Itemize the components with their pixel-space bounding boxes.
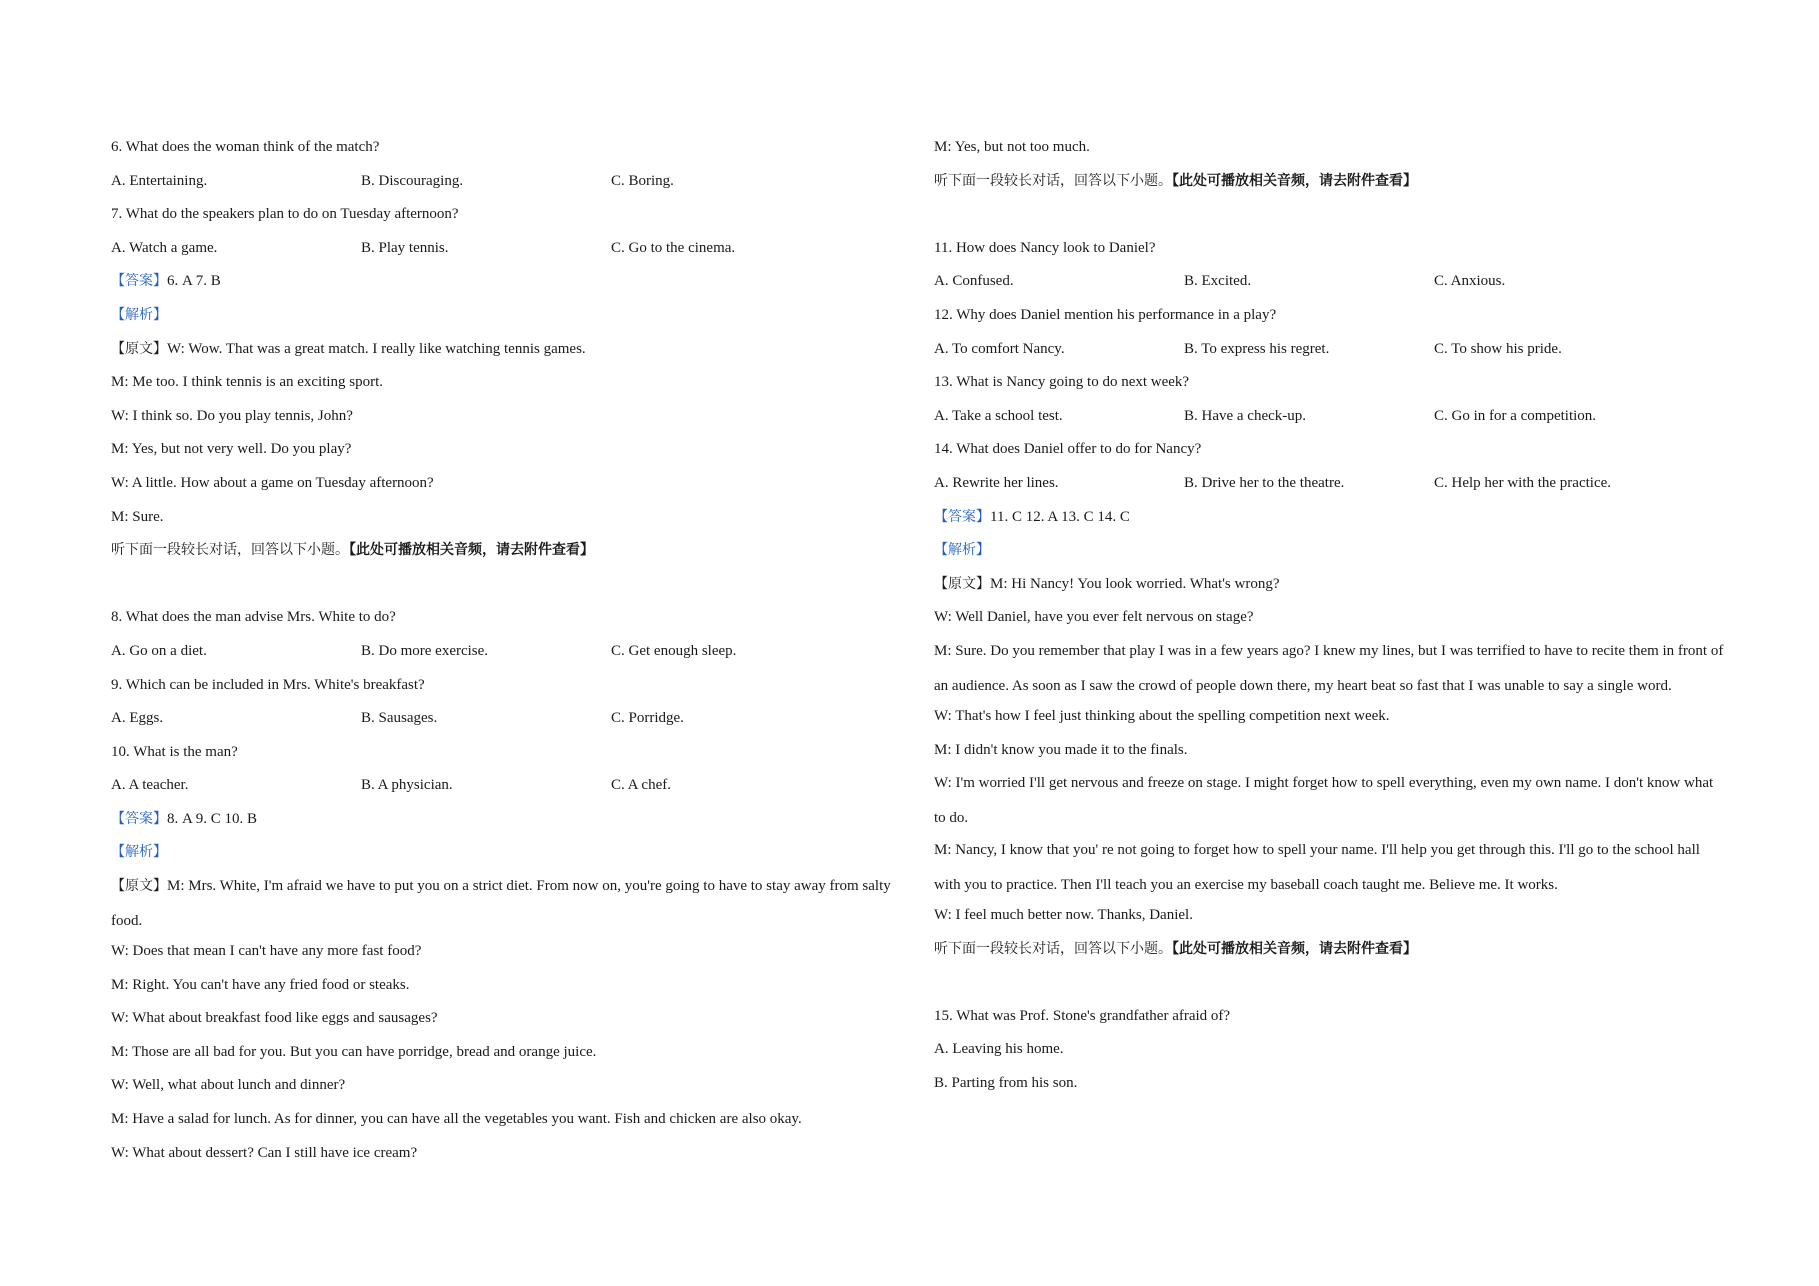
dialog-line: W: I'm worried I'll get nervous and freeze on stage. I might forget how to spell everything, even my own name. I don't know what to do.	[934, 775, 1714, 827]
dialog-line: W: A little. How about a game on Tuesday afternoon?	[111, 474, 434, 491]
option-b: B. Sausages.	[361, 710, 438, 727]
option-a: A. Confused.	[934, 273, 1014, 290]
question-6-options	[111, 167, 891, 201]
transcript-text: W: Wow. That was a great match. I really like watching tennis games.	[167, 340, 586, 357]
dialog-line: W: I think so. Do you play tennis, John?	[111, 407, 353, 424]
analysis-line	[111, 301, 891, 335]
analysis-tag: 【解析】	[934, 542, 990, 559]
question-9-options	[111, 704, 891, 738]
answer-line	[111, 267, 891, 301]
question-12: 12. Why does Daniel mention his performance in a play?	[934, 306, 1277, 323]
listen-prompt: 听下面一段较长对话，回答以下小题。【此处可播放相关音频，请去附件查看】	[934, 940, 1417, 957]
option-b: B. Parting from his son.	[934, 1075, 1078, 1092]
transcript-text: M: Hi Nancy! You look worried. What's wrong?	[990, 575, 1280, 592]
question-6: 6. What does the woman think of the match?	[111, 139, 380, 155]
option-a: A. Watch a game.	[111, 239, 218, 256]
answer-text: 8. A 9. C 10. B	[167, 810, 258, 827]
dialog-line: W: I feel much better now. Thanks, Daniel.	[934, 907, 1193, 924]
analysis-line	[934, 536, 1724, 570]
analysis-tag: 【解析】	[111, 844, 167, 861]
question-7: 7. What do the speakers plan to do on Tuesday afternoon?	[111, 206, 459, 223]
analysis-tag: 【解析】	[111, 306, 167, 323]
answer-tag: 【答案】	[111, 810, 167, 827]
question-12-options	[934, 335, 1724, 369]
option-c: C. Porridge.	[611, 710, 684, 727]
dialog-line: M: Me too. I think tennis is an exciting sport.	[111, 374, 384, 391]
dialog-line: M: Nancy, I know that you' re not going to forget how to spell your name. I'll help you get through this. I'll go to the school hall with you to practice. Then I'll teach you an exercise my baseball coach taught me. Believe me. It works.	[934, 842, 1700, 894]
dialog-line: W: Well, what about lunch and dinner?	[111, 1077, 346, 1094]
dialog-line: W: Does that mean I can't have any more fast food?	[111, 943, 422, 960]
dialog-line: M: Sure. Do you remember that play I was in a few years ago? I knew my lines, but I was terrified to have to recite them in front of an audience. As soon as I saw the crowd of people down there, my heart beat so fast that I was unable to say a single word.	[934, 642, 1724, 694]
option-a: A. Leaving his home.	[934, 1041, 1064, 1058]
option-a: A. A teacher.	[111, 777, 189, 794]
answer-line	[934, 503, 1724, 537]
option-a: A. Entertaining.	[111, 172, 208, 189]
transcript-line	[934, 570, 1724, 604]
listen-prompt: 听下面一段较长对话，回答以下小题。【此处可播放相关音频，请去附件查看】	[111, 542, 594, 559]
option-a: A. Take a school test.	[934, 407, 1063, 424]
transcript-line	[111, 335, 891, 369]
question-9: 9. Which can be included in Mrs. White's breakfast?	[111, 676, 425, 693]
option-c: C. To show his pride.	[1434, 340, 1562, 357]
answer-text: 6. A 7. B	[167, 273, 221, 290]
dialog-line: M: Yes, but not very well. Do you play?	[111, 441, 352, 458]
question-13-options	[934, 402, 1724, 436]
transcript-line	[111, 869, 891, 939]
option-c: C. Go to the cinema.	[611, 239, 736, 256]
dialog-line: W: Well Daniel, have you ever felt nervous on stage?	[934, 609, 1254, 626]
dialog-line: M: I didn't know you made it to the finals.	[934, 741, 1188, 758]
option-b: B. Play tennis.	[361, 239, 449, 256]
transcript-tag: 【原文】	[111, 340, 167, 357]
option-a: A. Rewrite her lines.	[934, 474, 1059, 491]
right-column	[934, 133, 1724, 1103]
question-14-options	[934, 469, 1724, 503]
dialog-line: W: That's how I feel just thinking about the spelling competition next week.	[934, 707, 1390, 724]
audio-note: 【此处可播放相关音频，请去附件查看】	[1172, 172, 1417, 189]
transcript-tag: 【原文】	[111, 878, 167, 895]
option-b: B. Drive her to the theatre.	[1184, 474, 1345, 491]
option-b: B. Have a check-up.	[1184, 407, 1307, 424]
option-c: C. Go in for a competition.	[1434, 407, 1597, 424]
audio-note: 【此处可播放相关音频，请去附件查看】	[349, 542, 594, 559]
option-c: C. Get enough sleep.	[611, 642, 737, 659]
answer-line	[111, 805, 891, 839]
dialog-line: M: Those are all bad for you. But you can have porridge, bread and orange juice.	[111, 1043, 597, 1060]
question-10: 10. What is the man?	[111, 743, 238, 760]
analysis-line	[111, 838, 891, 872]
option-b: B. To express his regret.	[1184, 340, 1330, 357]
left-column	[111, 133, 891, 1172]
answer-text: 11. C 12. A 13. C 14. C	[990, 508, 1130, 525]
dialog-line: M: Yes, but not too much.	[934, 139, 1090, 155]
question-10-options	[111, 771, 891, 805]
option-a: A. To comfort Nancy.	[934, 340, 1065, 357]
option-a: A. Go on a diet.	[111, 642, 207, 659]
question-13: 13. What is Nancy going to do next week?	[934, 374, 1190, 391]
question-8-options	[111, 637, 891, 671]
option-c: C. Boring.	[611, 172, 674, 189]
dialog-line: W: What about dessert? Can I still have ice cream?	[111, 1144, 418, 1161]
question-7-options	[111, 234, 891, 268]
listen-prompt: 听下面一段较长对话，回答以下小题。【此处可播放相关音频，请去附件查看】	[934, 172, 1417, 189]
option-b: B. Discouraging.	[361, 172, 464, 189]
dialog-line: M: Sure.	[111, 508, 164, 525]
answer-tag: 【答案】	[111, 273, 167, 290]
dialog-line: M: Right. You can't have any fried food or steaks.	[111, 976, 410, 993]
question-8: 8. What does the man advise Mrs. White to do?	[111, 609, 396, 626]
question-11-options	[934, 267, 1724, 301]
option-c: C. A chef.	[611, 777, 671, 794]
option-b: B. A physician.	[361, 777, 453, 794]
audio-note: 【此处可播放相关音频，请去附件查看】	[1172, 940, 1417, 957]
dialog-line: M: Have a salad for lunch. As for dinner, you can have all the vegetables you want. Fish and chicken are also okay.	[111, 1111, 802, 1128]
option-b: B. Do more exercise.	[361, 642, 489, 659]
option-a: A. Eggs.	[111, 710, 164, 727]
question-15: 15. What was Prof. Stone's grandfather afraid of?	[934, 1007, 1231, 1024]
transcript-text: M: Mrs. White, I'm afraid we have to put you on a strict diet. From now on, you're going to have to stay away from salty food.	[111, 878, 891, 930]
question-11: 11. How does Nancy look to Daniel?	[934, 239, 1156, 256]
question-14: 14. What does Daniel offer to do for Nancy?	[934, 441, 1202, 458]
option-b: B. Excited.	[1184, 273, 1252, 290]
dialog-line: W: What about breakfast food like eggs and sausages?	[111, 1010, 438, 1027]
option-c: C. Help her with the practice.	[1434, 474, 1612, 491]
answer-tag: 【答案】	[934, 508, 990, 525]
option-c: C. Anxious.	[1434, 273, 1506, 290]
transcript-tag: 【原文】	[934, 575, 990, 592]
